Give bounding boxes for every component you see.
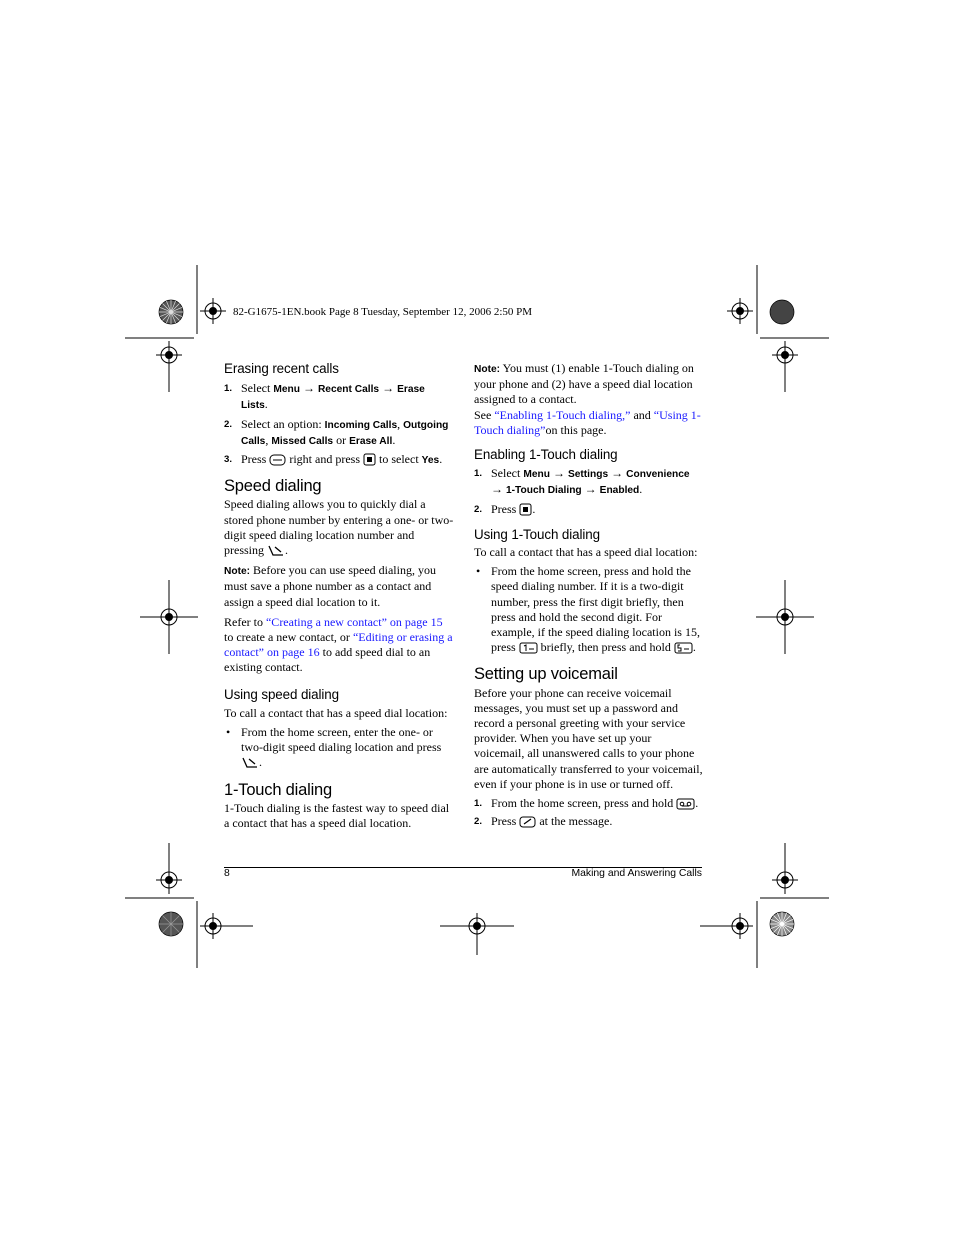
using-one-touch-list <box>474 564 704 655</box>
section-title: Making and Answering Calls <box>571 868 702 879</box>
send-key-icon <box>267 543 285 557</box>
using-speed-dialing-heading: Using speed dialing <box>224 686 339 702</box>
speed-dialing-heading: Speed dialing <box>224 477 322 496</box>
enabling-steps <box>474 466 704 517</box>
list-item: 1. From the home screen, press and hold . <box>474 796 699 811</box>
key-5-icon <box>674 642 693 654</box>
list-item: 1. Select Menu → Settings → Convenience → 1-Touch Dialing → Enabled. <box>474 466 690 497</box>
enabling-one-touch-link[interactable]: “Enabling 1-Touch dialing,” <box>494 407 631 422</box>
send-key-icon <box>241 755 259 769</box>
page-number: 8 <box>224 868 230 879</box>
list-item: • From the home screen, enter the one- or two-digit speed dialing location and press . <box>226 725 442 770</box>
editing-contact-link[interactable]: “Editing or erasing a contact” on page 16 <box>224 630 453 660</box>
erasing-recent-calls-heading: Erasing recent calls <box>224 361 339 376</box>
list-item: 2. Press . <box>474 501 536 516</box>
ok-key-icon <box>363 452 376 466</box>
list-item: 2. Press at the message. <box>474 814 613 829</box>
one-touch-dialing-heading: 1-Touch dialing <box>224 780 332 799</box>
left-column <box>224 361 454 831</box>
ok-key-icon <box>519 502 532 516</box>
list-item: 1. Select Menu → Recent Calls → Erase Lists. <box>224 381 425 412</box>
voicemail-key-icon <box>676 798 695 810</box>
list-item: 3. Press right and press to select Yes. <box>224 452 443 467</box>
book-info-header: 82-G1675-1EN.book Page 8 Tuesday, September 12, 2006 2:50 PM <box>233 306 533 318</box>
voicemail-intro: Before your phone can receive voicemail messages, you must set up a password and record a personal greeting with your service provider. When you have set up your voicemail, all unanswered calls to your phone are automatically transferred to your voicemail, even if your phone is in use or turned off. <box>474 685 703 791</box>
key-1-icon <box>519 642 538 654</box>
one-touch-see-also: See “Enabling 1-Touch dialing,” and “Using 1-Touch dialing”on this page. <box>474 407 701 437</box>
enabling-one-touch-heading: Enabling 1-Touch dialing <box>474 447 618 463</box>
list-item: • From the home screen, press and hold the speed dialing number. If it is a two-digit number, press the first digit briefly, then press and hold the second digit. For example, if the speed dialing location is 15, press briefly, then press and hold . <box>476 564 700 655</box>
using-speed-intro: To call a contact that has a speed dial location: <box>224 705 448 720</box>
voicemail-steps <box>474 796 704 829</box>
speed-dialing-intro: Speed dialing allows you to quickly dial a stored phone number by entering a one- or two-digit speed dialing location number and pressing . <box>224 497 454 558</box>
softkey-icon <box>519 815 536 828</box>
using-one-touch-intro: To call a contact that has a speed dial location: <box>474 545 698 560</box>
one-touch-note: Note: You must (1) enable 1-Touch dialing on your phone and (2) have a speed dial location assigned to a contact. <box>474 361 694 407</box>
list-item: 2. Select an option: Incoming Calls, Outgoing Calls, Missed Calls or Erase All. <box>224 416 449 447</box>
setting-up-voicemail-heading: Setting up voicemail <box>474 665 618 684</box>
speed-dialing-refer: Refer to “Creating a new contact” on page 15 to create a new contact, or “Editing or erasing a contact” on page 16 to add speed dial to an existing contact. <box>224 614 453 675</box>
using-one-touch-heading: Using 1-Touch dialing <box>474 526 600 542</box>
using-one-touch-link[interactable]: “Using 1-Touch dialing” <box>474 407 701 437</box>
right-column <box>474 361 704 829</box>
one-touch-intro: 1-Touch dialing is the fastest way to speed dial a contact that has a speed dial location. <box>224 800 450 831</box>
creating-contact-link[interactable]: “Creating a new contact” on page 15 <box>265 614 443 629</box>
using-speed-list <box>224 725 454 771</box>
navigation-key-icon <box>269 454 286 466</box>
erasing-steps <box>224 381 454 468</box>
speed-dialing-note: Note: Before you can use speed dialing, you must save a phone number as a contact and assign a speed dial location to it. <box>224 563 436 609</box>
